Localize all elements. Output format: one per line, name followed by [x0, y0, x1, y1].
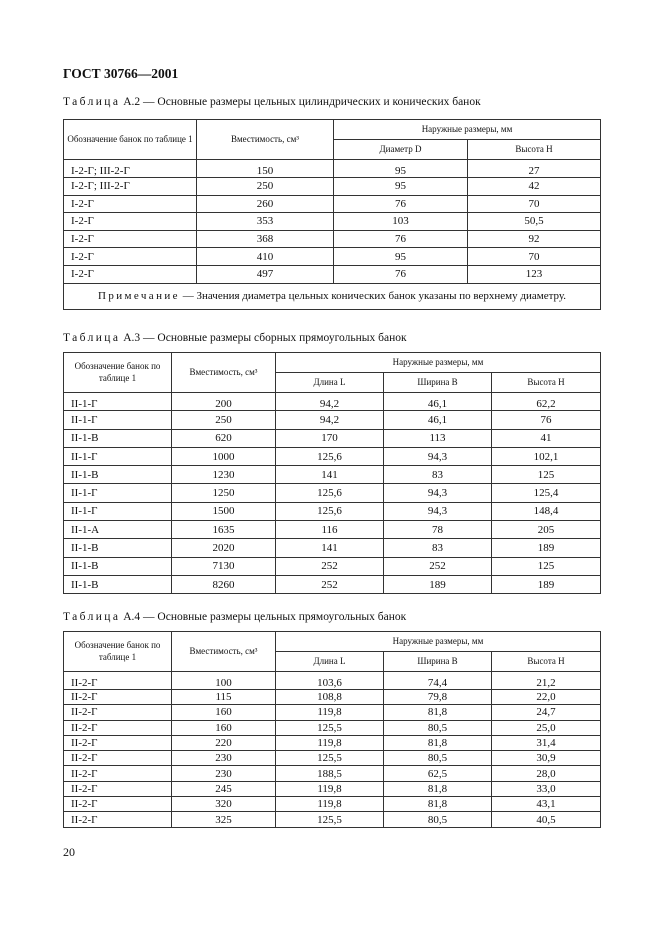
value-cell: 125,6: [276, 447, 384, 465]
designation-cell: I-2-Г; III-2-Г: [64, 178, 197, 196]
value-cell: 230: [172, 751, 276, 766]
subcol-length: Длина L: [276, 652, 384, 672]
col-capacity-header: Вместимость, см³: [197, 120, 334, 160]
value-cell: 74,4: [384, 672, 492, 690]
table-row: [64, 178, 601, 196]
table-a3-caption: [63, 332, 407, 344]
value-cell: 62,2: [492, 393, 601, 411]
value-cell: 620: [172, 429, 276, 447]
value-cell: 1635: [172, 521, 276, 539]
value-cell: 230: [172, 766, 276, 781]
value-cell: 81,8: [384, 735, 492, 750]
value-cell: 189: [384, 575, 492, 593]
value-cell: 125: [492, 466, 601, 484]
value-cell: 252: [276, 557, 384, 575]
value-cell: 62,5: [384, 766, 492, 781]
designation-cell: II-2-Г: [64, 705, 172, 720]
value-cell: 170: [276, 429, 384, 447]
value-cell: 25,0: [492, 720, 601, 735]
value-cell: 94,3: [384, 484, 492, 502]
designation-cell: II-1-Г: [64, 393, 172, 411]
value-cell: 189: [492, 575, 601, 593]
designation-cell: II-2-Г: [64, 751, 172, 766]
value-cell: 188,5: [276, 766, 384, 781]
value-cell: 125: [492, 557, 601, 575]
subcol-width: Ширина B: [384, 373, 492, 393]
value-cell: 21,2: [492, 672, 601, 690]
designation-cell: I-2-Г: [64, 195, 197, 213]
value-cell: 125,5: [276, 812, 384, 827]
caption-prefix: Таблица: [63, 96, 121, 108]
value-cell: 141: [276, 466, 384, 484]
designation-cell: I-2-Г: [64, 230, 197, 248]
table-row: [64, 672, 601, 690]
caption-text: А.4 — Основные размеры цельных прямоугольных банок: [123, 611, 407, 623]
value-cell: 31,4: [492, 735, 601, 750]
table-row: [64, 751, 601, 766]
table-row: [64, 575, 601, 593]
table-row: [64, 466, 601, 484]
designation-cell: II-2-Г: [64, 766, 172, 781]
table-a4: [63, 631, 601, 828]
designation-cell: II-2-Г: [64, 797, 172, 812]
subcol-height: Высота H: [492, 373, 601, 393]
value-cell: 94,2: [276, 411, 384, 429]
designation-cell: II-1-Г: [64, 411, 172, 429]
note-text: — Значения диаметра цельных конических банок указаны по верхнему диаметру.: [182, 290, 567, 303]
value-cell: 81,8: [384, 781, 492, 796]
value-cell: 410: [197, 248, 334, 266]
value-cell: 497: [197, 265, 334, 283]
designation-cell: II-1-А: [64, 521, 172, 539]
value-cell: 115: [172, 690, 276, 705]
table-note: [64, 283, 601, 309]
table-row: [64, 735, 601, 750]
designation-cell: II-2-Г: [64, 812, 172, 827]
table-row: [64, 447, 601, 465]
value-cell: 46,1: [384, 393, 492, 411]
table-a4-caption: [63, 611, 406, 623]
value-cell: 27: [468, 160, 601, 178]
value-cell: 160: [172, 720, 276, 735]
caption-prefix: Таблица: [63, 611, 121, 623]
designation-cell: I-2-Г: [64, 265, 197, 283]
value-cell: 103: [334, 213, 468, 231]
value-cell: 30,9: [492, 751, 601, 766]
value-cell: 95: [334, 248, 468, 266]
designation-cell: I-2-Г: [64, 213, 197, 231]
designation-cell: I-2-Г; III-2-Г: [64, 160, 197, 178]
designation-cell: I-2-Г: [64, 248, 197, 266]
value-cell: 76: [334, 230, 468, 248]
value-cell: 80,5: [384, 751, 492, 766]
value-cell: 205: [492, 521, 601, 539]
value-cell: 94,3: [384, 502, 492, 520]
value-cell: 200: [172, 393, 276, 411]
value-cell: 81,8: [384, 705, 492, 720]
table-row: [64, 393, 601, 411]
designation-cell: II-2-Г: [64, 720, 172, 735]
value-cell: 76: [492, 411, 601, 429]
caption-text: А.2 — Основные размеры цельных цилиндрических и конических банок: [123, 96, 481, 108]
table-row: [64, 248, 601, 266]
col-designation-header: Обозначение банок по таблице 1: [64, 632, 172, 672]
table-row: [64, 521, 601, 539]
table-row: [64, 213, 601, 231]
col-capacity-header: Вместимость, см³: [172, 632, 276, 672]
value-cell: 353: [197, 213, 334, 231]
designation-cell: II-1-Г: [64, 484, 172, 502]
table-row: [64, 720, 601, 735]
value-cell: 1230: [172, 466, 276, 484]
page-number: 20: [63, 845, 75, 859]
designation-cell: II-1-В: [64, 466, 172, 484]
caption-prefix: Таблица: [63, 332, 121, 344]
designation-cell: II-2-Г: [64, 781, 172, 796]
table-a2: [63, 119, 601, 310]
value-cell: 125,5: [276, 751, 384, 766]
table-a3: [63, 352, 601, 594]
designation-cell: II-1-В: [64, 429, 172, 447]
table-row: [64, 797, 601, 812]
table-row: [64, 160, 601, 178]
value-cell: 102,1: [492, 447, 601, 465]
value-cell: 50,5: [468, 213, 601, 231]
value-cell: 80,5: [384, 720, 492, 735]
value-cell: 368: [197, 230, 334, 248]
table-row: [64, 265, 601, 283]
subcol-height: Высота H: [468, 140, 601, 160]
value-cell: 95: [334, 178, 468, 196]
value-cell: 325: [172, 812, 276, 827]
value-cell: 33,0: [492, 781, 601, 796]
designation-cell: II-2-Г: [64, 735, 172, 750]
value-cell: 260: [197, 195, 334, 213]
document-header: ГОСТ 30766—2001: [63, 66, 179, 81]
table-row: [64, 812, 601, 827]
col-designation-header: Обозначение банок по таблице 1: [64, 353, 172, 393]
value-cell: 76: [334, 195, 468, 213]
value-cell: 125,4: [492, 484, 601, 502]
value-cell: 7130: [172, 557, 276, 575]
table-row: [64, 230, 601, 248]
value-cell: 28,0: [492, 766, 601, 781]
table-row: [64, 502, 601, 520]
table-row: [64, 484, 601, 502]
value-cell: 189: [492, 539, 601, 557]
designation-cell: II-1-Г: [64, 447, 172, 465]
table-row: [64, 766, 601, 781]
value-cell: 41: [492, 429, 601, 447]
designation-cell: II-2-Г: [64, 690, 172, 705]
subcol-height: Высота H: [492, 652, 601, 672]
value-cell: 94,3: [384, 447, 492, 465]
value-cell: 70: [468, 248, 601, 266]
subcol-diameter: Диаметр D: [334, 140, 468, 160]
value-cell: 1000: [172, 447, 276, 465]
value-cell: 70: [468, 195, 601, 213]
table-row: [64, 539, 601, 557]
value-cell: 160: [172, 705, 276, 720]
value-cell: 92: [468, 230, 601, 248]
value-cell: 123: [468, 265, 601, 283]
value-cell: 125,6: [276, 502, 384, 520]
value-cell: 94,2: [276, 393, 384, 411]
value-cell: 119,8: [276, 735, 384, 750]
value-cell: 220: [172, 735, 276, 750]
table-row: [64, 781, 601, 796]
designation-cell: II-1-В: [64, 557, 172, 575]
designation-cell: II-1-В: [64, 539, 172, 557]
designation-cell: II-1-В: [64, 575, 172, 593]
value-cell: 103,6: [276, 672, 384, 690]
value-cell: 100: [172, 672, 276, 690]
value-cell: 148,4: [492, 502, 601, 520]
value-cell: 141: [276, 539, 384, 557]
subcol-length: Длина L: [276, 373, 384, 393]
col-outer-header: Наружные размеры, мм: [276, 632, 601, 652]
caption-text: А.3 — Основные размеры сборных прямоугольных банок: [123, 332, 407, 344]
col-designation-header: Обозначение банок по таблице 1: [64, 120, 197, 160]
value-cell: 22,0: [492, 690, 601, 705]
value-cell: 1250: [172, 484, 276, 502]
subcol-width: Ширина B: [384, 652, 492, 672]
value-cell: 80,5: [384, 812, 492, 827]
table-row: [64, 195, 601, 213]
col-capacity-header: Вместимость, см³: [172, 353, 276, 393]
table-row: [64, 690, 601, 705]
value-cell: 250: [172, 411, 276, 429]
value-cell: 40,5: [492, 812, 601, 827]
value-cell: 2020: [172, 539, 276, 557]
value-cell: 119,8: [276, 705, 384, 720]
value-cell: 76: [334, 265, 468, 283]
value-cell: 119,8: [276, 781, 384, 796]
value-cell: 108,8: [276, 690, 384, 705]
value-cell: 320: [172, 797, 276, 812]
designation-cell: II-2-Г: [64, 672, 172, 690]
value-cell: 8260: [172, 575, 276, 593]
note-prefix: Примечание: [97, 290, 180, 303]
value-cell: 46,1: [384, 411, 492, 429]
value-cell: 24,7: [492, 705, 601, 720]
col-outer-header: Наружные размеры, мм: [334, 120, 601, 140]
value-cell: 83: [384, 539, 492, 557]
table-row: [64, 429, 601, 447]
value-cell: 116: [276, 521, 384, 539]
value-cell: 78: [384, 521, 492, 539]
table-row: [64, 411, 601, 429]
value-cell: 95: [334, 160, 468, 178]
value-cell: 125,5: [276, 720, 384, 735]
value-cell: 79,8: [384, 690, 492, 705]
value-cell: 42: [468, 178, 601, 196]
value-cell: 119,8: [276, 797, 384, 812]
table-row: [64, 705, 601, 720]
value-cell: 252: [384, 557, 492, 575]
table-row: [64, 557, 601, 575]
col-outer-header: Наружные размеры, мм: [276, 353, 601, 373]
value-cell: 150: [197, 160, 334, 178]
value-cell: 125,6: [276, 484, 384, 502]
value-cell: 245: [172, 781, 276, 796]
value-cell: 43,1: [492, 797, 601, 812]
designation-cell: II-1-Г: [64, 502, 172, 520]
value-cell: 1500: [172, 502, 276, 520]
value-cell: 113: [384, 429, 492, 447]
value-cell: 83: [384, 466, 492, 484]
value-cell: 252: [276, 575, 384, 593]
value-cell: 81,8: [384, 797, 492, 812]
table-a2-caption: [63, 96, 481, 108]
value-cell: 250: [197, 178, 334, 196]
